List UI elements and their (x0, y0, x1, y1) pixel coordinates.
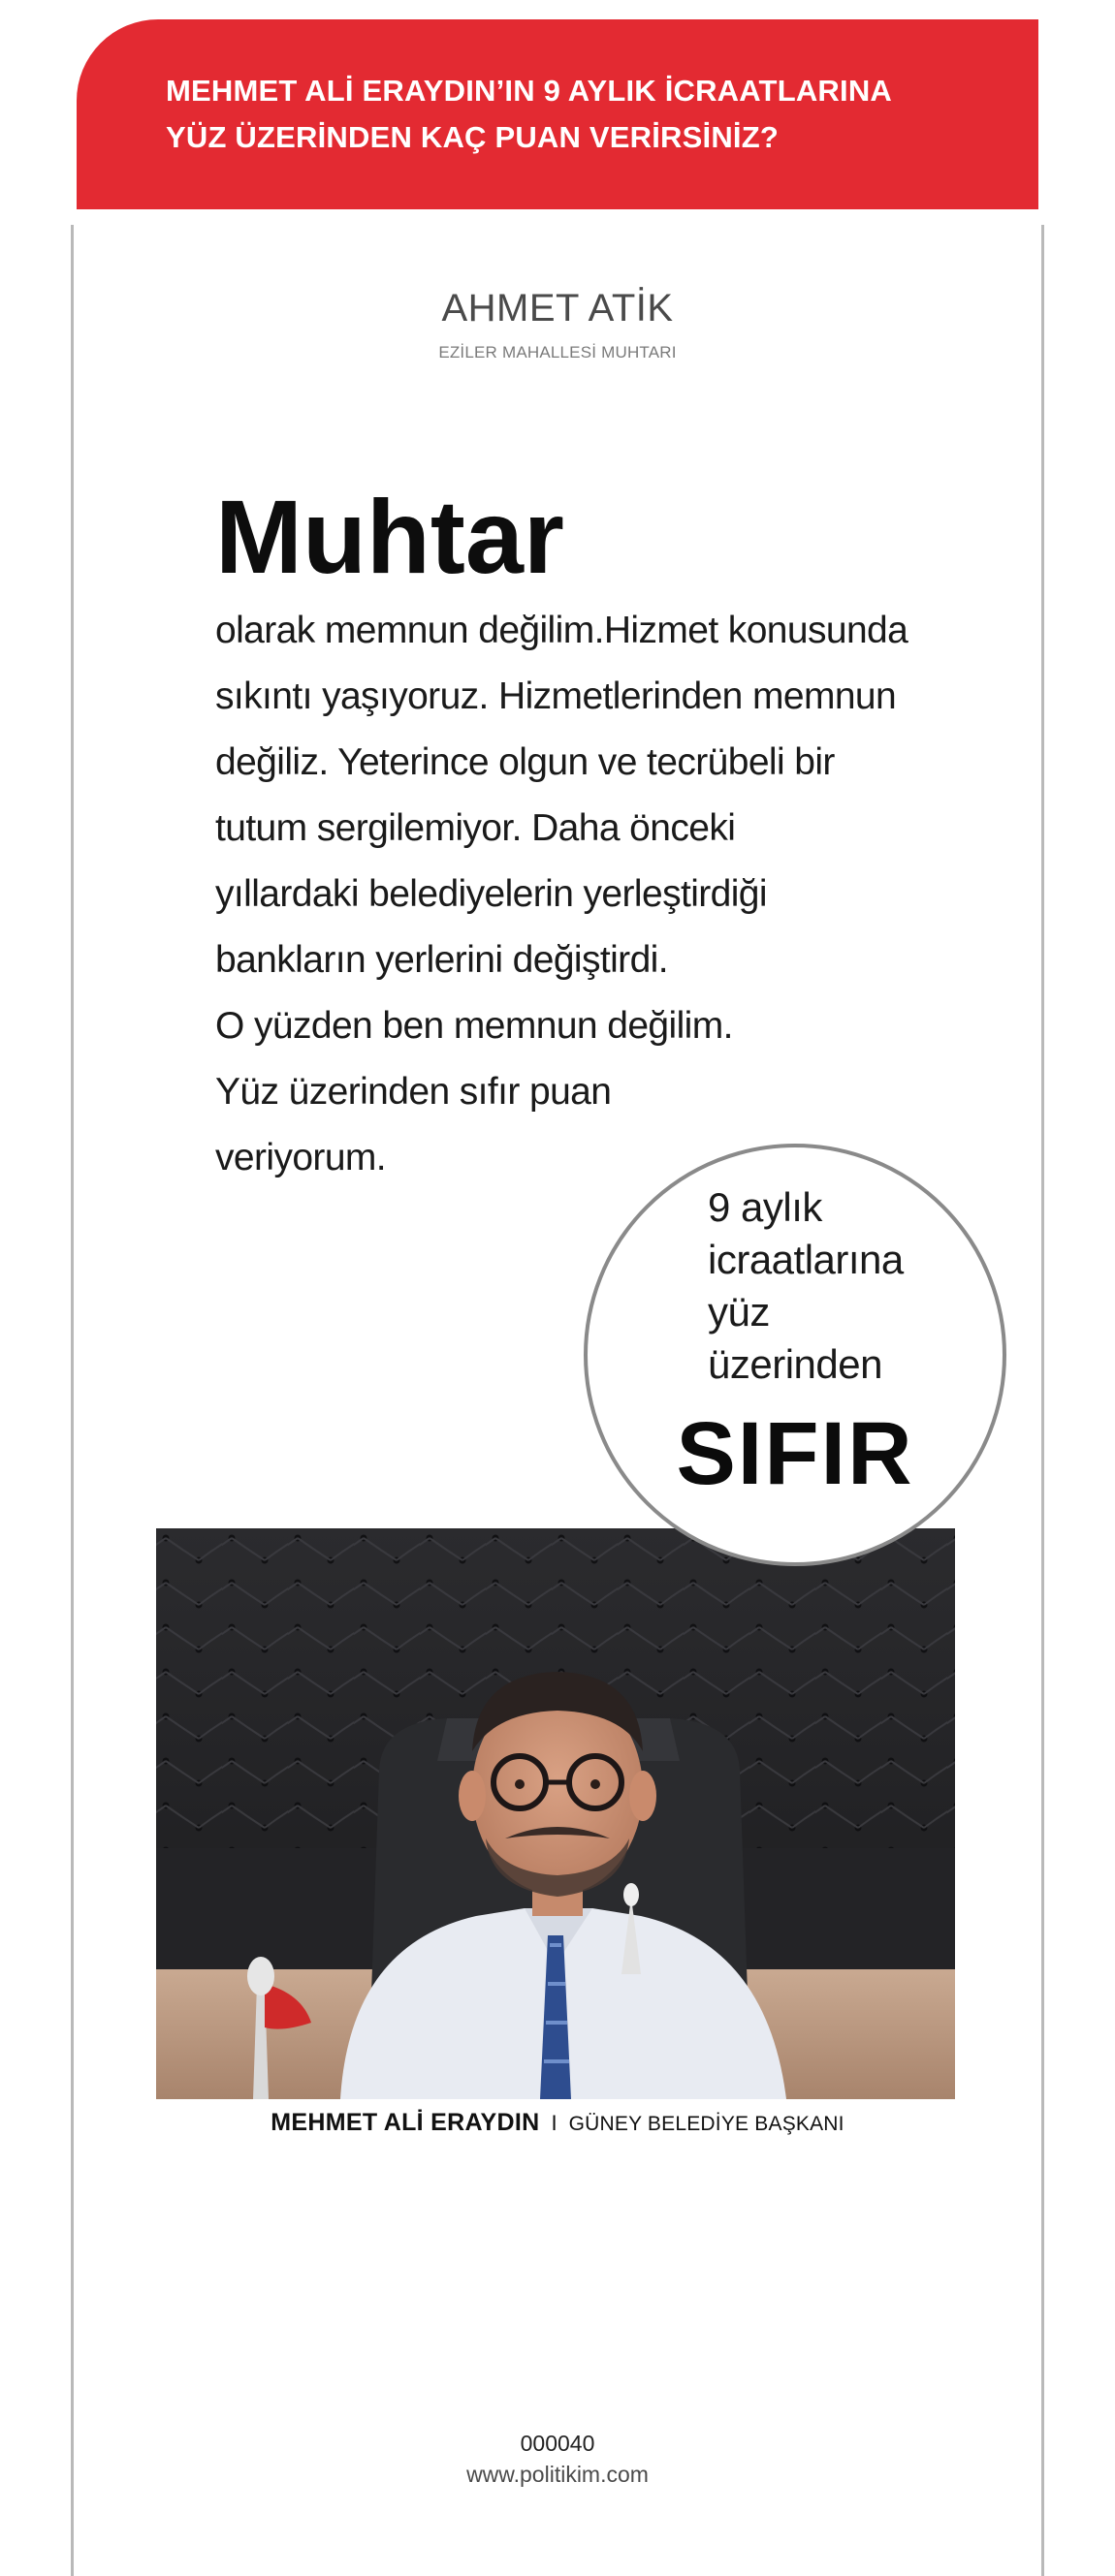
score-badge-line: 9 aylık (708, 1184, 822, 1230)
score-value: SIFIR (676, 1404, 914, 1503)
article-line: Yüz üzerinden sıfır puan (215, 1071, 612, 1113)
page-number: 000040 (520, 2431, 595, 2456)
banner-question-line-1: MEHMET ALİ ERAYDIN’IN 9 AYLIK İCRAATLARINA (166, 74, 892, 108)
article-line: veriyorum. (215, 1137, 387, 1178)
caption-title: GÜNEY BELEDİYE BAŞKANI (568, 2113, 844, 2135)
page-border-left (71, 225, 74, 2576)
photo-caption (0, 2109, 1115, 2137)
article-line: O yüzden ben memnun değilim. (215, 1005, 733, 1047)
article-line: yıllardaki belediyelerin yerleştirdiği (215, 873, 767, 915)
caption-name: MEHMET ALİ ERAYDIN (271, 2109, 540, 2136)
article-line: değiliz. Yeterince olgun ve tecrübeli bir (215, 741, 835, 783)
portrait-illustration (156, 1528, 955, 2099)
article-line: sıkıntı yaşıyoruz. Hizmetlerinden memnun (215, 675, 897, 717)
score-badge-line: icraatlarına (708, 1237, 904, 1282)
page-border-right (1041, 225, 1044, 2576)
question-banner (77, 19, 1038, 209)
score-badge-line: yüz (708, 1289, 770, 1335)
lead-word: Muhtar (215, 478, 564, 595)
article-line: tutum sergilemiyor. Daha önceki (215, 807, 736, 849)
score-badge-line: üzerinden (708, 1341, 882, 1387)
website-url: www.politikim.com (466, 2462, 649, 2487)
mayor-portrait-photo (156, 1528, 955, 2099)
author-name: AHMET ATİK (441, 287, 674, 330)
article-line: bankların yerlerini değiştirdi. (215, 939, 668, 981)
caption-separator: I (551, 2111, 558, 2135)
score-badge (584, 1144, 1006, 1566)
author-role: EZİLER MAHALLESİ MUHTARI (438, 343, 677, 361)
article-body (215, 598, 991, 1191)
article-line: olarak memnun değilim.Hizmet konusunda (215, 610, 908, 651)
banner-question-line-2: YÜZ ÜZERİNDEN KAÇ PUAN VERİRSİNİZ? (166, 120, 779, 154)
